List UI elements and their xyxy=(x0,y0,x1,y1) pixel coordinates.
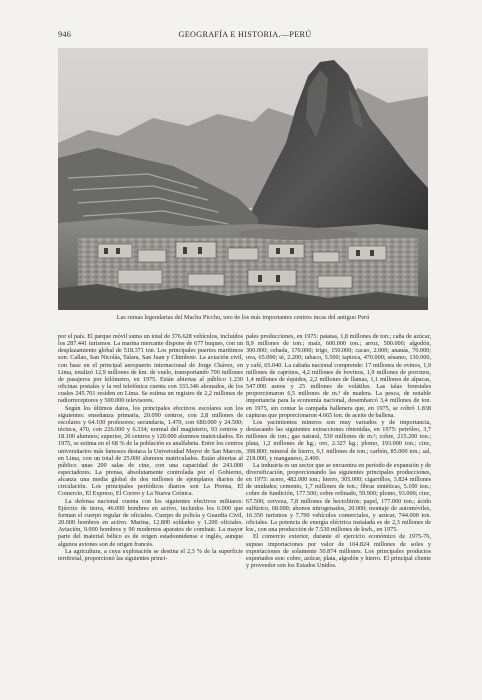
text-column-left xyxy=(58,333,243,690)
paragraph: Según los últimos datos, los principales efectivos escolares son los siguientes: enseñanza primaria, 20.090 centros, con 2,8 millones de escolares y 64.100 profesores; secundaria, 1.470, con 680.000 y 24.500; técnica, 470, con 226.000 y 6.334; normal del magisterio, 93 centros y 18.100 alumnos; superior, 26 centros y 120.000 alumnos matriculados. En 1975, se estima en el 68 % de la población es analfabeta. Entre los centros universitarios más famosos destaca la Universidad Mayor de San Marcos, en Lima, con un total de 25.000 alumnos matriculados. Están abiertas al público unas 200 salas de cine, con una capacidad de 243.000 espectadores. La prensa, absolutamente controlada por el Gobierno, alcanza una media global de dos millones de ejemplares diarios de circulación. Los principales periódicos diarios son La Prensa, El Comercio, El Expreso, El Correo y La Nueva Crónica. xyxy=(58,404,243,498)
paragraph: La industria es un sector que se encuentra en período de expansión y de diversificación, proporcionando las siguientes principales producciones, en 1975: acero, 482.000 ton.; hierro, 305.000; cigarrillos, 3.824 millones de unidades; cemento, 1,7 millones de ton.; fibras sintéticas, 5.100 ton.; cobre de fundición, 177.500; cobre refinado, 59.900; plomo, 93.000; cinc, 67.500; cerveza, 7,8 millones de hectolitros; papel, 177.000 ton.; ácido sulfúrico, 68.000; abonos nitrogenados, 20.000; montaje de automóviles, 16.350 turismos y 7.790 vehículos comerciales, y azúcar, 744.000 ton. oficiales. La potencia de energía eléctrica instalada es de 2,3 millones de kw., con una producción de 7.530 millones de kwh., en 1975. xyxy=(246,461,431,534)
machu-picchu-photo xyxy=(58,48,428,310)
page-number: 946 xyxy=(58,30,72,39)
running-title: GEOGRAFÍA E HISTORIA.—PERÚ xyxy=(178,30,312,39)
text-column-right xyxy=(246,333,431,690)
paragraph: La agricultura, a cuya explotación se destina el 2,3 % de la superficie territorial, proporcionó las siguientes princi- xyxy=(58,547,243,562)
paragraph: pales producciones, en 1975: patatas, 1,8 millones de ton.; caña de azúcar, 8,9 millones de ton.; maíz, 600.000 ton.; arroz, 500.000; algodón, 300.000; cebada, 170.000; trigo, 150.000; cacao, 2.000; ananás, 70.000; uva, 65.000; té, 2.200; tabaco, 5.500; tapioca, 470.000; sésamo, 130.000, y café, 65.040. La cabaña nacional comprende: 17 millones de ovinos, 1,9 millones de caprinos, 4,2 millones de bovinos, 1,9 millones de porcinos, 1,4 millones de équidos, 2,2 millones de llamas, 1,1 millones de alpacas, 547.000 asnos y 25 millones de volátiles. Las talas forestales proporcionaron 6,5 millones de m.³ de madera. La pesca, de notable importancia para la economía nacional, desembarcó 3,4 millones de ton. en 1975, sin contar la campaña ballenera que, en 1975, se cobró 1.838 capturas que proporcionaron 4.665 ton. de aceite de ballena. xyxy=(246,333,431,419)
paragraph: por el país. El parque móvil suma un total de 376.628 vehículos, incluidos los 287.441 turismos. La marina mercante dispone de 677 buques, con un desplazamiento global de 518.371 ton. Los principales puertos marítimos son: Callao, San Nicolás, Talara, San Juan y Chimbote. La aviación civil, con base en el principal aeropuerto internacional de Jorge Chávez, en Lima, totalizó 12,9 millones de km. de vuelo, transportando 700 millones de pasajeros por kilómetro, en 1975. Están abiertas al público 1.230 oficinas postales y la red telefónica cuenta con 333.346 abonados, de los cuales 245.701 residen en Lima. Se estima un registro de 2,2 millones de radiorreceptores y 500.000 televisores. xyxy=(58,333,243,405)
photo-illustration xyxy=(58,48,428,310)
paragraph: El comercio exterior, durante el ejercicio económico de 1975-76, supuso importaciones por valor de 104.824 millones de soles y exportaciones de solamente 50.874 millones. Los principales productos exportados son: cobre, azúcar, plata, algodón y hierro. El principal cliente y proveedor son los Estados Unidos. xyxy=(246,533,431,569)
photo-caption: Las ruinas legendarias del Machu Picchu, uno de los más importantes centros incas del antiguo Perú xyxy=(116,314,370,321)
running-header xyxy=(58,30,432,44)
paragraph: La defensa nacional cuenta con los siguientes efectivos militares: Ejército de tierra, 46.000 hombres en activo, incluidos los 6.000 que forman el cuerpo regular de oficiales. Cuerpo de policía y Guardia Civil, 20.000 hombres en activo. Marina, 12.800 soldados y 1.200 oficiales. Aviación, 9.000 hombres y 90 modernos aparatos de combate. La mayor parte del material bélico es de origen estadounidense e inglés, aunque algunos aviones son de origen francés. xyxy=(58,497,243,548)
paragraph: Los yacimientos mineros son muy variados y de importancia, destacando las siguientes extracciones obtenidas, en 1975: petróleo, 3,7 millones de ton.; gas natural, 530 millones de m.³; cobre, 215.200 ton.; plata, 1,2 millones de kg.; oro, 2.327 kg.; plomo, 193.000 ton.; cinc, 398.800; mineral de hierro, 6,1 millones de ton.; carbón, 85.000 ton.; sal, 218.000, y manganeso, 2.400. xyxy=(246,418,431,462)
